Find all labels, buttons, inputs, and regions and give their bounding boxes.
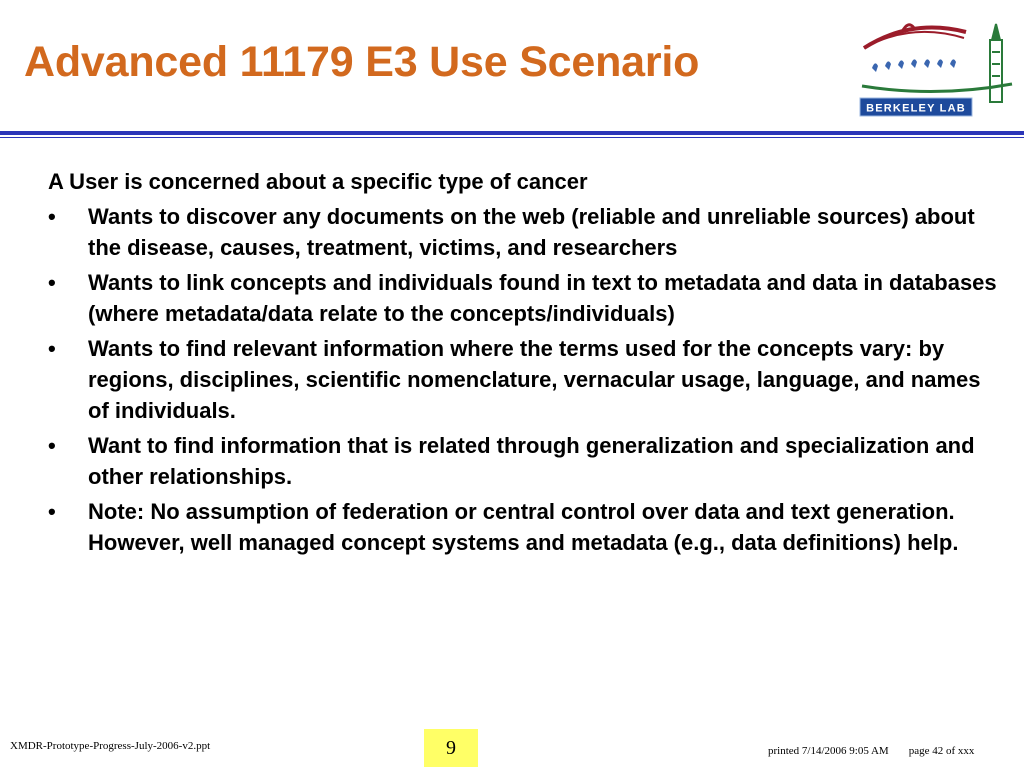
bullet-icon: • [48,204,56,229]
bullet-text: Note: No assumption of federation or central control over data and text generation. However, well managed concept systems and metadata (e.g., data definitions) help. [88,499,959,555]
slide-body [48,166,998,562]
footer-filename: XMDR-Prototype-Progress-July-2006-v2.ppt [10,740,211,752]
bullet-text: Wants to find relevant information where the terms used for the concepts vary: by regions, disciplines, scientific nomenclature, vernacular usage, language, and names of individuals. [88,336,981,423]
bullet-text: Wants to discover any documents on the web (reliable and unreliable sources) about the disease, causes, treatment, victims, and researchers [88,204,975,260]
bullet-item [48,267,998,329]
footer-page: page 42 of xxx [908,745,975,757]
slide-number-box [424,729,478,767]
bullet-text: Want to find information that is related through generalization and specialization and other relationships. [88,433,975,489]
bullet-list [48,201,998,558]
bullet-icon: • [48,336,56,361]
slide-title: Advanced 11179 E3 Use Scenario [24,38,700,86]
header-rule-thin [0,137,1024,138]
logo-text: BERKELEY LAB [866,102,966,115]
logo-tower [990,24,1002,102]
bullet-text: Wants to link concepts and individuals found in text to metadata and data in databases (where metadata/data relate to the concepts/individuals) [88,270,997,326]
bullet-item [48,201,998,263]
slide-number: 9 [446,736,456,759]
bullet-item [48,333,998,426]
logo-roof-arc [864,28,966,48]
bullet-item [48,496,998,558]
berkeley-lab-logo [856,12,1018,122]
bullet-icon: • [48,499,56,524]
bullet-item [48,430,998,492]
bullet-icon: • [48,270,56,295]
footer-printed: printed 7/14/2006 9:05 AM [768,745,889,757]
bullet-icon: • [48,433,56,458]
header-rule [0,131,1024,135]
lead-text: A User is concerned about a specific type of cancer [48,169,588,194]
logo-windows [872,59,956,72]
footer-print-info [768,745,974,757]
